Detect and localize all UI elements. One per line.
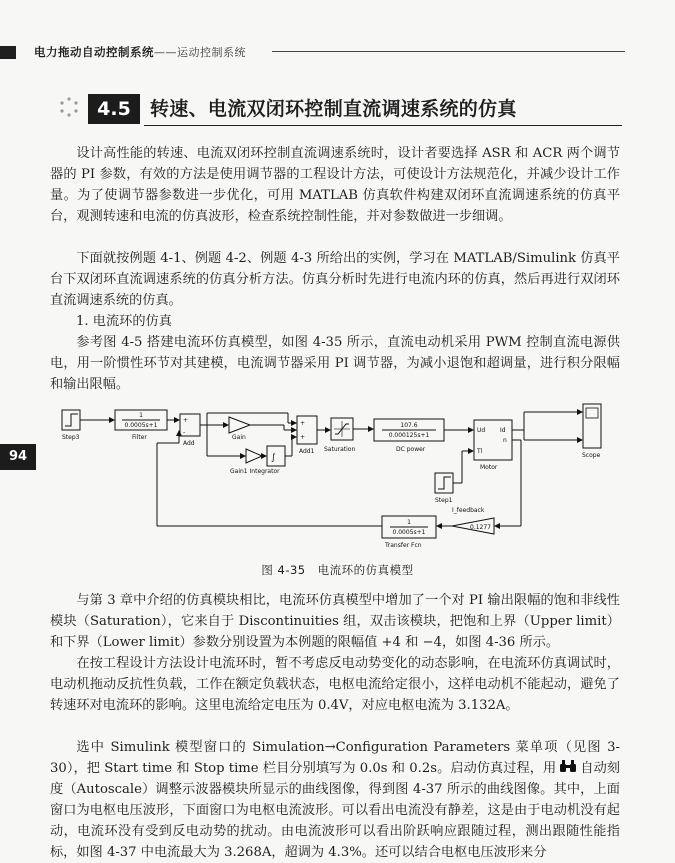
- binoculars-icon: [559, 760, 577, 773]
- label-motor: Motor: [480, 464, 498, 471]
- filter-denominator: 0.0005s+1: [124, 422, 158, 429]
- label-transfer-fcn: Transfer Fcn: [385, 542, 422, 549]
- add-minus: -: [183, 429, 186, 436]
- dc-numerator: 107.6: [400, 422, 418, 429]
- motor-port-id: Id: [500, 427, 506, 434]
- paragraph-saturation: 与第 3 章中介绍的仿真模块相比，电流环仿真模型中增加了一个对 PI 输出限幅的饱和非线性模块（Saturation），它来自于 Discontinuities 组，双击该模块，把饱和上界（Upper limit）和下界（Lower limit）参数分别设置为本例题的限幅值 +4 和 −4，如图 4-36 所示。: [50, 593, 620, 650]
- label-step3: Step3: [62, 434, 80, 441]
- filter-numerator: 1: [139, 412, 143, 419]
- feedback-gain-value: 0.1277: [470, 524, 491, 531]
- label-filter: Filter: [132, 434, 147, 441]
- motor-port-ud: Ud: [477, 427, 486, 434]
- paragraph-model: 参考图 4-5 搭建电流环仿真模型，如图 4-35 所示，直流电动机采用 PWM 控制直流电源供电，用一阶惯性环节对其建模，电流调节器采用 PI 调节器，为减小退饱和超调量，进行积分限幅和输出限幅。: [50, 335, 620, 392]
- figure-caption: 图 4-35 电流环的仿真模型: [261, 563, 414, 577]
- integrator-symbol: ∫: [271, 453, 276, 463]
- paragraph-intro: 设计高性能的转速、电流双闭环控制直流调速系统时，设计者要选择 ASR 和 ACR 两个调节器的 PI 参数，有效的方法是使用调节器的工程设计方法，可使设计方法规范化，并减少设计工作量。为了使调节器参数进一步优化，可用 MATLAB 仿真软件构建双闭环直流调速系统的仿真平台，观测转速和电流的仿真波形，检查系统控制性能，并对参数做进一步细调。: [50, 146, 620, 224]
- header-rule: [272, 51, 625, 52]
- paragraph-simulation: 选中 Simulink 模型窗口的 Simulation→Configuration Parameters 菜单项（见图 3-30），把 Start time 和 Stop time 栏目分别填写为 0.0s 和 0.2s。启动仿真过程，用 自动刻度（Autoscale）调整示波器模块所显示的曲线图像，得到图 4-37 所示的曲线图像。其中，上面窗口为电枢电压波形，下面窗口为电枢电流波形。可以看出电流没有静差，这是由于电动机没有起动，电流环没有受到反电动势的扰动。由电流波形可以看出阶跃响应跟随过程，测出跟随性能指标，如图 4-37 中电流最大为 3.268A，超调为 4.3%。还可以结合电枢电压波形来分: [50, 740, 620, 860]
- section-heading: [52, 88, 622, 134]
- page-number: 94: [0, 444, 36, 470]
- section-title: 转速、电流双闭环控制直流调速系统的仿真: [150, 98, 517, 120]
- dc-denominator: 0.000125s+1: [388, 432, 430, 439]
- label-step1: Step1: [435, 497, 453, 504]
- label-gain: Gain: [232, 434, 246, 441]
- integrator-block: [267, 446, 285, 466]
- tf-denominator: 0.0005s+1: [392, 529, 426, 536]
- add1-plus-1: +: [300, 420, 306, 427]
- paragraph-design: 在按工程设计方法设计电流环时，暂不考虑反电动势变化的动态影响，在电流环仿真调试时，电动机拖动反抗性负载，工作在额定负载状态，电枢电流给定很小，这样电动机不能起动，避免了转速环对电流环的影响。这里电流给定电压为 0.4V，对应电枢电流为 3.132A。: [50, 656, 620, 713]
- subheading-current-loop: 1. 电流环的仿真: [76, 314, 172, 329]
- label-saturation: Saturation: [324, 446, 356, 453]
- motor-port-tl: Tl: [477, 448, 483, 455]
- section-rule: [144, 125, 622, 126]
- label-i-feedback: I_feedback: [452, 507, 485, 514]
- tf-numerator: 1: [407, 519, 411, 526]
- section-ornament-icon: [58, 96, 80, 118]
- current-loop-simulink-diagram: [52, 398, 622, 558]
- header-bar: [0, 46, 16, 59]
- book-title: 电力拖动自动控制系统——运动控制系统: [34, 45, 246, 59]
- gain-block: [229, 417, 250, 433]
- label-dc-power: DC power: [396, 446, 426, 453]
- motor-port-n: n: [503, 437, 507, 444]
- running-header: [0, 40, 675, 64]
- label-gain1-integrator: Gain1 Integrator: [230, 468, 280, 475]
- label-add: Add: [183, 440, 195, 447]
- section-number: 4.5: [88, 94, 140, 124]
- add-plus-1: +: [183, 417, 189, 424]
- gain1-block: [246, 449, 262, 463]
- paragraph-examples: 下面就按例题 4-1、例题 4-2、例题 4-3 所给出的实例，学习在 MATLAB/Simulink 仿真平台下双闭环直流调速系统的仿真分析方法。仿真分析时先进行电流内环的仿真，然后再进行双闭环直流调速系统的仿真。: [50, 251, 620, 308]
- add1-plus-2: +: [300, 434, 306, 441]
- label-add1: Add1: [299, 448, 315, 455]
- label-scope: Scope: [582, 452, 601, 459]
